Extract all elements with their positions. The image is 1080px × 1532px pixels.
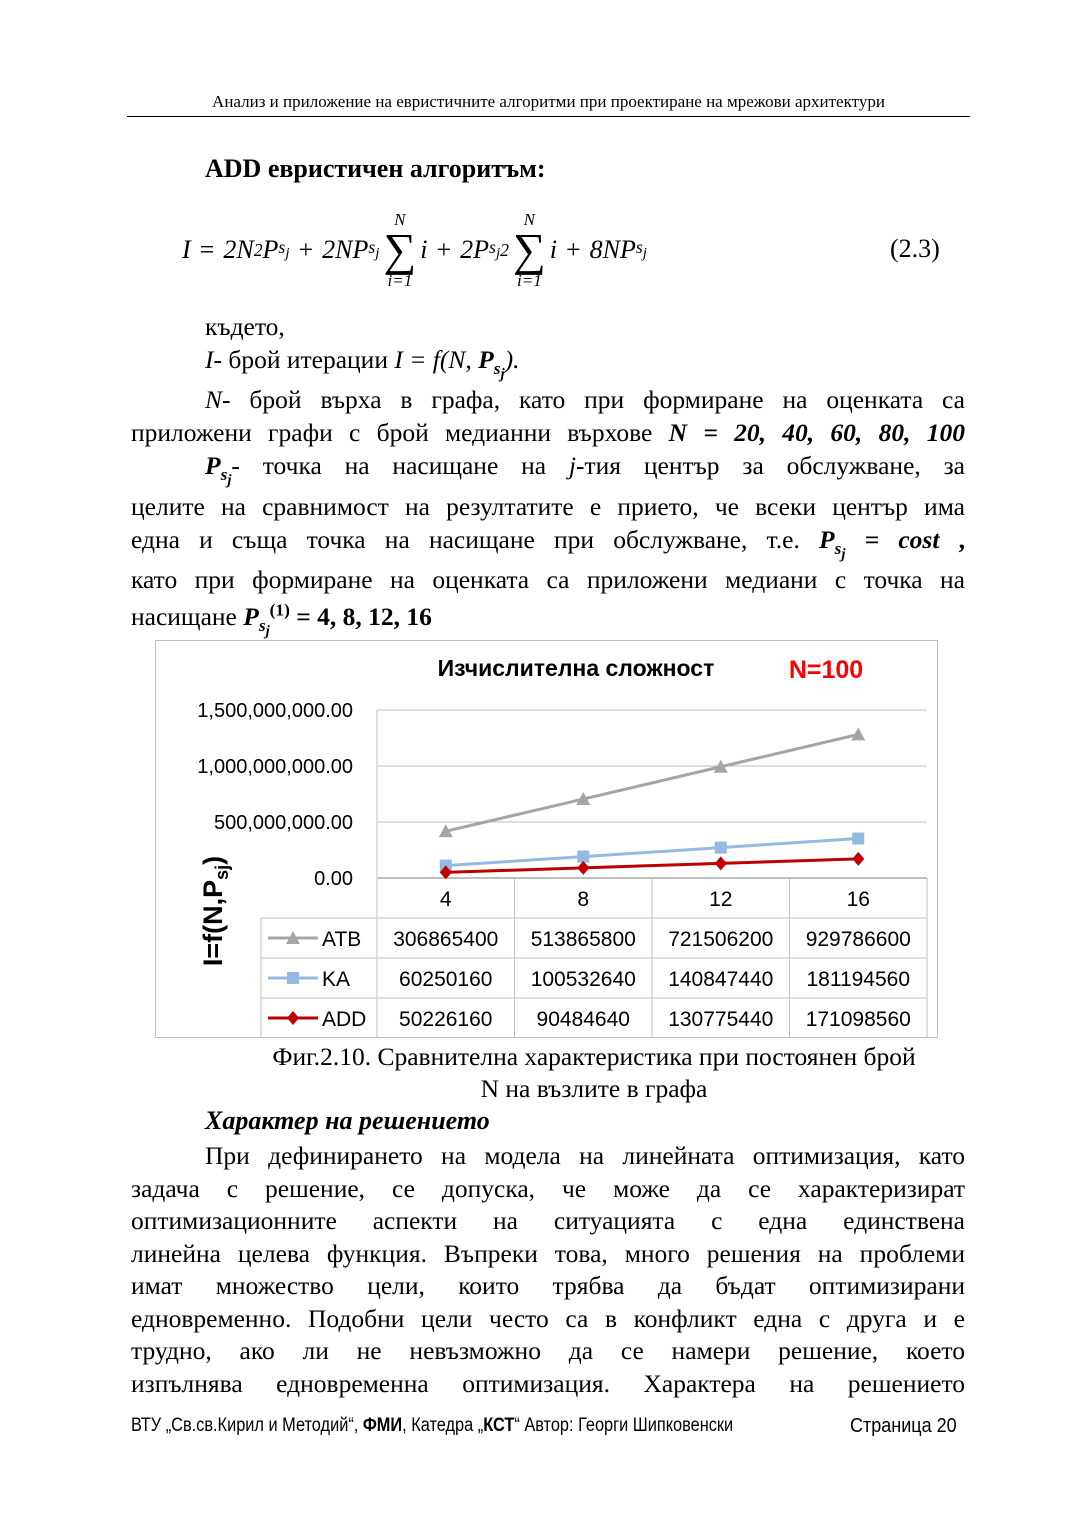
table-cell: 171098560 bbox=[805, 1008, 911, 1031]
math: P bbox=[205, 451, 221, 480]
table-cell: 60250160 bbox=[399, 968, 493, 991]
math-sub: s bbox=[493, 359, 501, 379]
section-heading: ADD евристичен алгоритъм: bbox=[205, 154, 546, 183]
sum-symbol bbox=[513, 211, 546, 289]
x-tick-label: 12 bbox=[709, 888, 733, 911]
math: P bbox=[478, 345, 494, 374]
sum-upper: N bbox=[523, 210, 536, 229]
math: P bbox=[243, 602, 259, 631]
legend-label: KA bbox=[322, 968, 351, 991]
formula-symbol: i bbox=[549, 235, 557, 264]
chart-annotation: N=100 bbox=[788, 656, 864, 684]
text: насищане bbox=[131, 602, 244, 631]
complexity-chart bbox=[155, 640, 938, 1038]
formula-symbol: i bbox=[420, 235, 428, 264]
text-line: линейна целева функция. Въпреки това, много решения на проблеми bbox=[131, 1239, 965, 1268]
footer-text: ФМИ bbox=[362, 1415, 403, 1436]
formula-op: + bbox=[565, 235, 581, 264]
text: - точка на насищане на bbox=[231, 451, 569, 480]
formula-sub: j bbox=[495, 245, 501, 262]
data-point-ka bbox=[715, 842, 727, 854]
chart-title: Изчислителна сложност bbox=[437, 655, 715, 681]
formula-sub: s bbox=[368, 236, 376, 257]
formula-symbol: I bbox=[182, 235, 191, 264]
x-tick-label: 16 bbox=[846, 888, 870, 911]
formula-symbol: 8NP bbox=[589, 235, 636, 264]
math: j bbox=[568, 451, 577, 480]
legend-label: ATB bbox=[322, 928, 362, 951]
math: P bbox=[819, 525, 835, 554]
text-line bbox=[131, 600, 965, 640]
table-cell: 100532640 bbox=[530, 968, 636, 991]
footer-text: ВТУ „Св.св.Кирил и Методий“, bbox=[131, 1415, 363, 1436]
legend-marker bbox=[287, 1011, 299, 1025]
text-line: трудно, ако ли не невъзможно да се намери решение, което bbox=[131, 1336, 965, 1365]
x-tick-label: 8 bbox=[577, 888, 590, 911]
table-cell: 721506200 bbox=[668, 928, 774, 951]
math: I = f(N, bbox=[394, 345, 479, 374]
formula-symbol: 2P bbox=[460, 235, 490, 264]
y-tick-label: 1,500,000,000.00 bbox=[197, 700, 353, 722]
text-line: като при формиране на оценката са приложени медиани с точка на bbox=[131, 565, 965, 594]
formula-sub: s bbox=[278, 236, 286, 257]
text-line: имат множество цели, които трябва да бъдат оптимизирани bbox=[131, 1271, 965, 1300]
footer-text: “ Автор: Георги Шипковенски bbox=[514, 1415, 734, 1436]
text: , bbox=[958, 525, 965, 554]
formula-op: + bbox=[436, 235, 452, 264]
formula-sub: s bbox=[489, 236, 496, 257]
y-axis-label-part: ) bbox=[198, 855, 228, 865]
table-cell: 90484640 bbox=[536, 1008, 630, 1031]
formula-sub: s bbox=[635, 236, 643, 257]
text: една и съща точка на насищане при обслужване, т.е. bbox=[131, 525, 820, 554]
sum-symbol bbox=[383, 211, 416, 289]
y-tick-label: 1,000,000,000.00 bbox=[197, 756, 353, 778]
formula-symbol: 2N bbox=[223, 235, 254, 264]
sum-upper: N bbox=[394, 210, 406, 229]
formula-number: (2.3) bbox=[890, 234, 940, 263]
figure-caption: N на възлите в графа bbox=[480, 1074, 708, 1103]
text-line: оптимизационните аспекти на ситуацията с една единствена bbox=[131, 1206, 965, 1235]
formula-sub: j bbox=[642, 245, 647, 262]
data-point-ka bbox=[577, 851, 589, 863]
y-axis-label-part: I=f(N,P bbox=[198, 879, 228, 967]
math-sub: j bbox=[227, 472, 232, 489]
data-point-atb bbox=[851, 727, 865, 740]
running-header: Анализ и приложение на евристичните алгоритми при проектиране на мрежови архитектури bbox=[212, 92, 885, 111]
math: N bbox=[205, 385, 223, 414]
footer-text: , Катедра „ bbox=[402, 1415, 484, 1436]
text-line: където, bbox=[205, 312, 285, 341]
formula-symbol: P bbox=[262, 235, 279, 264]
text-line bbox=[131, 417, 965, 449]
table-cell: 929786600 bbox=[805, 928, 911, 951]
x-tick-label: 4 bbox=[439, 888, 452, 911]
text-line bbox=[131, 524, 965, 563]
text-line: задача с решение, се допуска, че може да се характеризират bbox=[131, 1174, 965, 1203]
math-sub: j bbox=[265, 623, 270, 640]
text-line bbox=[205, 450, 966, 489]
text-line bbox=[205, 344, 965, 383]
text-line: едновременно. Подобни цели често са в конфликт една с друга и е bbox=[131, 1304, 965, 1333]
data-point-add bbox=[852, 852, 864, 866]
formula-sub: j bbox=[375, 245, 380, 262]
legend-marker bbox=[287, 972, 299, 984]
subsection-heading: Характер на решението bbox=[205, 1106, 490, 1135]
formula-op: = bbox=[199, 235, 215, 264]
text-line bbox=[205, 384, 965, 416]
formula-symbol: 2NP bbox=[322, 235, 369, 264]
math-sub: s bbox=[220, 465, 228, 485]
legend-label: ADD bbox=[322, 1008, 367, 1031]
text: -тия център за обслужване, за bbox=[576, 451, 966, 480]
page-number: Страница 20 bbox=[850, 1415, 957, 1437]
y-axis-label bbox=[198, 856, 232, 966]
sigma: ∑ bbox=[512, 224, 546, 275]
footer-credits bbox=[131, 1415, 733, 1437]
table-cell: 513865800 bbox=[530, 928, 636, 951]
table-cell: 140847440 bbox=[668, 968, 774, 991]
data-point-add bbox=[715, 856, 727, 870]
math: I bbox=[205, 345, 214, 374]
math-sub: j bbox=[841, 546, 846, 563]
text-line: При дефинирането на модела на линейната оптимизация, като bbox=[205, 1141, 965, 1170]
header-divider bbox=[127, 116, 970, 117]
formula-sub: j bbox=[285, 245, 290, 262]
math-sup: (1) bbox=[269, 600, 290, 620]
footer-text: КСТ bbox=[483, 1415, 515, 1436]
sum-lower: i=1 bbox=[517, 271, 542, 290]
text-line: изпълнява едновременна оптимизация. Характера на решението bbox=[131, 1369, 965, 1398]
math-sub: j bbox=[500, 366, 505, 383]
chart-svg bbox=[156, 641, 937, 1037]
y-tick-label: 500,000,000.00 bbox=[213, 812, 353, 834]
math: ). bbox=[504, 345, 520, 374]
table-cell: 306865400 bbox=[393, 928, 499, 951]
y-axis-label-part: sj bbox=[212, 864, 232, 880]
text: - брой итерации bbox=[213, 345, 395, 374]
math-sub: s bbox=[258, 616, 266, 636]
math: = cost bbox=[845, 525, 959, 554]
text-line: целите на сравнимост на резултатите е прието, че всеки център има bbox=[131, 492, 965, 521]
sum-lower: i=1 bbox=[387, 271, 413, 290]
math-sub: s bbox=[834, 539, 842, 559]
formula-op: + bbox=[298, 235, 314, 264]
series-line-atb bbox=[446, 734, 859, 831]
table-cell: 50226160 bbox=[399, 1008, 493, 1031]
text: приложени графи с брой медианни върхове bbox=[131, 418, 669, 447]
math: = 4, 8, 12, 16 bbox=[289, 602, 432, 631]
text: - брой върха в графа, като при формиране на оценката са bbox=[222, 385, 965, 414]
table-cell: 130775440 bbox=[668, 1008, 774, 1031]
table-cell: 181194560 bbox=[806, 968, 911, 991]
sigma: ∑ bbox=[383, 224, 417, 275]
y-tick-label: 0.00 bbox=[314, 868, 353, 890]
math: N = 20, 40, 60, 80, 100 bbox=[668, 418, 965, 447]
figure-caption: Фиг.2.10. Сравнителна характеристика при постоянен брой bbox=[272, 1042, 916, 1071]
formula-2-3: I = 2N 2 P $s_j$ + 2NP $s_j$ N ∑ i=1 i + 2P $s_j$ 2 N ∑ i=1 i + 8NP $s_j$ bbox=[182, 210, 647, 290]
data-point-add bbox=[577, 861, 589, 875]
data-point-ka bbox=[852, 833, 864, 845]
